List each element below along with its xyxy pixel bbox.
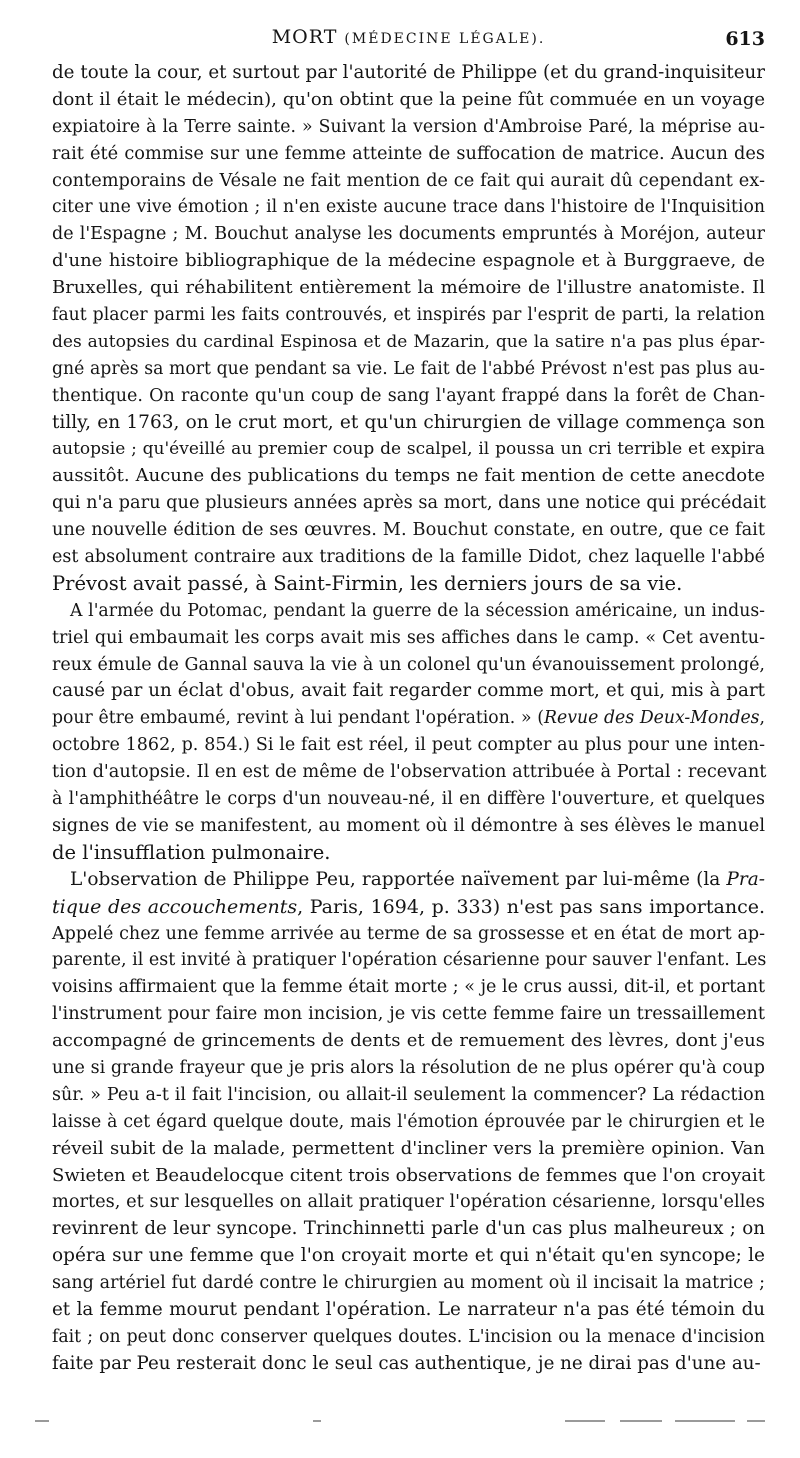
line-text: de l'Espagne ; M. Bouchut analyse les documents empruntés à Moréjon, auteur [52,224,765,245]
text-line [52,168,765,195]
line-text: autopsie ; qu'éveillé au premier coup de scalpel, il poussa un cri terrible et expira [52,439,765,460]
line-text: Prévost avait passé, à Saint-Firmin, les derniers jours de sa vie. [52,571,683,595]
text-line [52,463,765,490]
line-text: revinrent de leur syncope. Trinchinnetti parle d'un cas plus malheureux ; on [52,1218,765,1240]
paragraph [52,60,765,598]
text-line [52,598,765,625]
text-line [52,571,765,598]
text-line [52,1028,765,1055]
text-line [52,786,765,813]
text-line [52,705,765,732]
line-text: octobre 1862, p. 854.) Si le fait est réel, il peut compter au plus pour une inten- [52,735,765,756]
line-text: dont il était le médecin), qu'on obtint que la peine fût commuée en un voyage [52,88,765,110]
line-text: reux émule de Gannal sauva la vie à un colonel qu'un évanouissement prolongé, [52,654,765,675]
text-line [52,894,765,921]
text-line [52,1189,765,1216]
line-text: aussitôt. Aucune des publications du temps ne fait mention de cette anecdote [52,465,765,487]
line-text: l'instrument pour faire mon incision, je vis cette femme faire un tressaillement [52,1004,765,1025]
line-text-after: , [759,708,765,729]
italic-title: tique des accouchements [52,895,298,918]
line-text: expiatoire à la Terre sainte. » Suivant la version d'Ambroise Paré, la méprise au- [52,116,765,137]
line-text: Swieten et Beaudelocque citent trois observations de femmes que l'on croyait [52,1164,765,1186]
text-line [52,1136,765,1163]
running-title-subtitle: (MÉDECINE LÉGALE). [344,31,546,47]
line-text: une si grande frayeur que je pris alors la résolution de ne plus opérer qu'à coup [52,1057,765,1078]
text-line [52,678,765,705]
running-header [52,26,765,52]
text-line [52,1243,765,1270]
text-line [52,60,765,87]
line-text: signes de vie se manifestent, au moment où il démontre à ses élèves le manuel [52,815,765,836]
text-line [52,1109,765,1136]
line-text: tilly, en 1763, on le crut mort, et qu'un chirurgien de village commença son [52,411,765,433]
text-line [52,1270,765,1297]
text-line [52,517,765,544]
paragraph [52,867,765,1378]
footer-rule [35,1420,765,1424]
text-line [52,356,765,383]
line-text: des autopsies du cardinal Espinosa et de Mazarin, que la satire n'a pas plus épar- [52,331,765,352]
line-text: Bruxelles, qui réhabilitent entièrement la mémoire de l'illustre anatomiste. Il [52,277,765,299]
text-line [52,1351,765,1378]
text-line [52,732,765,759]
text-line [52,1163,765,1190]
text-line [52,248,765,275]
text-line [52,329,765,356]
running-title-main: MORT [271,26,338,48]
text-line [52,625,765,652]
text-line [52,275,765,302]
text-line [52,141,765,168]
text-line [52,652,765,679]
line-text: fait ; on peut donc conserver quelques doutes. L'incision ou la menace d'incision [52,1326,765,1347]
text-line [52,1324,765,1351]
running-title [52,26,765,48]
text-line [52,1001,765,1028]
text-line [52,759,765,786]
line-text: qui n'a paru que plusieurs années après sa mort, dans une notice qui précédait [52,493,766,514]
text-line [52,974,765,1001]
text-line [52,1082,765,1109]
line-text: L'observation de Philippe Peu, rapportée naïvement par lui-même (la [70,868,727,890]
text-line [52,87,765,114]
line-text: citer une vive émotion ; il n'en existe aucune trace dans l'histoire de l'Inquisition [52,197,765,218]
line-text: est absolument contraire aux traditions de la famille Didot, chez laquelle l'abbé [52,547,765,568]
line-text: laisse à cet égard quelque doute, mais l'émotion éprouvée par le chirurgien et le [52,1111,765,1132]
paragraph [52,598,765,867]
line-text: faut placer parmi les faits controuvés, et inspirés par l'esprit de parti, la relation [52,305,765,326]
line-text: triel qui embaumait les corps avait mis ses affiches dans le camp. « Cet aventu- [52,627,765,648]
text-line [52,302,765,329]
text-line [52,947,765,974]
line-text: réveil subit de la malade, permettent d'incliner vers la première opinion. Van [52,1137,765,1159]
line-text: causé par un éclat d'obus, avait fait regarder comme mort, et qui, mis à part [52,680,765,702]
line-text: gné après sa mort que pendant sa vie. Le fait de l'abbé Prévost n'est pas plus au- [52,358,765,379]
line-text: d'une histoire bibliographique de la médecine espagnole et à Burggraeve, de [52,250,765,272]
line-text: thentique. On raconte qu'un coup de sang l'ayant frappé dans la forêt de Chan- [52,385,765,406]
text-line [52,436,765,463]
line-text: de toute la cour, et surtout par l'autorité de Philippe (et du grand-inquisiteur [52,62,765,83]
line-text: rait été commise sur une femme atteinte de suffocation de matrice. Aucun des [52,143,765,164]
line-text-after: , Paris, 1694, p. 333) n'est pas sans importance. [297,895,765,918]
line-text: à l'amphithéâtre le corps d'un nouveau-né, il en diffère l'ouverture, et quelques [52,789,765,810]
text-line [52,114,765,141]
line-text: contemporains de Vésale ne fait mention de ce fait qui aurait dû cependant ex- [52,170,765,191]
text-line [52,1297,765,1324]
line-text: sûr. » Peu a-t il fait l'incision, ou allait-il seulement la commencer? La rédaction [52,1084,765,1105]
text-line [52,867,765,894]
line-text: sang artériel fut dardé contre le chirurgien au moment où il incisait la matrice ; [52,1273,765,1294]
line-text: mortes, et sur lesquelles on allait pratiquer l'opération césarienne, lorsqu'elles [52,1192,765,1213]
line-text: A l'armée du Potomac, pendant la guerre de la sécession américaine, un indus- [70,600,765,621]
text-line [52,544,765,571]
text-line [52,490,765,517]
text-line [52,383,765,410]
text-line [52,194,765,221]
line-text: faite par Peu resterait donc le seul cas authentique, je ne dirai pas d'une au- [52,1352,761,1374]
line-text: tion d'autopsie. Il en est de même de l'observation attribuée à Portal : recevant [52,762,767,783]
line-text: voisins affirmaient que la femme était morte ; « je le crus aussi, dit-il, et portant [52,977,765,998]
text-line [52,921,765,948]
body-text [52,60,765,1378]
line-text: parente, il est invité à pratiquer l'opération césarienne pour sauver l'enfant. Les [52,950,767,971]
line-text: opéra sur une femme que l'on croyait morte et qui n'était qu'en syncope; le [52,1245,765,1267]
text-line [52,813,765,840]
page-number: 613 [725,28,765,50]
text-line [52,1216,765,1243]
line-text: de l'insufflation pulmonaire. [52,840,331,864]
text-line [52,410,765,437]
text-line [52,221,765,248]
italic-title: Revue des Deux-Mondes [544,708,760,729]
line-text: une nouvelle édition de ses œuvres. M. Bouchut constate, en outre, que ce fait [52,520,765,541]
line-text: et la femme mourut pendant l'opération. Le narrateur n'a pas été témoin du [52,1298,765,1320]
line-text: pour être embaumé, revint à lui pendant l'opération. » ( [52,708,545,729]
text-line [52,840,765,867]
line-text: accompagné de grincements de dents et de remuement des lèvres, dont j'eus [52,1030,765,1052]
text-line [52,1055,765,1082]
line-text: Appelé chez une femme arrivée au terme de sa grossesse et en état de mort ap- [52,923,765,944]
italic-title: Pra- [726,868,765,890]
